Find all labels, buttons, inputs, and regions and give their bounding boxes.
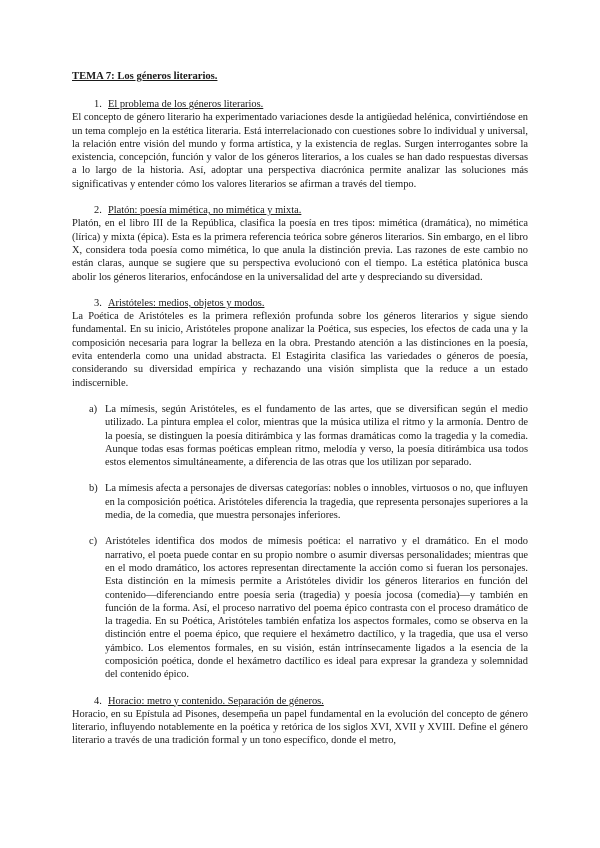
section-title: Platón: poesía mimética, no mimética y mixta.	[108, 205, 302, 217]
item-label: b)	[89, 483, 98, 495]
item-text: La mímesis, según Aristóteles, es el fundamento de las artes, que se diversifican según el medio utilizado. La pintura emplea el color, mientras que la música utiliza el ritmo y la armonía. Dentro de la poesía, se distinguen la poesía ditirámbica y las formas dramáticas como la tragedia y la comedia. Aunque todas esas formas poéticas emplean ritmo, melodía y verso, la poesía ditirámbica usa todos estos elementos simultáneamente, a diferencia de las otras que los utilizan por separado.	[105, 403, 528, 469]
section-number: 2.	[94, 205, 102, 217]
list-item-a	[72, 403, 528, 469]
section-2	[72, 204, 528, 284]
list-item-c	[72, 535, 528, 681]
document-title: TEMA 7: Los géneros literarios.	[72, 71, 218, 82]
list-item-b	[72, 482, 528, 522]
section-paragraph: El concepto de género literario ha experimentado variaciones desde la antigüedad helénica, convirtiéndose en un tema complejo en la estética literaria. Está interrelacionado con cuestiones sobre lo individual y universal, la relación entre visión del mundo y forma artística, y la existencia de reglas. Surgen interrogantes sobre la existencia, concepción, función y valor de los géneros literarios, a los cuales se han dado respuestas diversas a lo largo de la historia. Así, adoptar una perspectiva diacrónica permite analizar las soluciones más significativas y entender cómo los valores literarios se afirman a través del tiempo.	[72, 112, 528, 190]
section-paragraph: La Poética de Aristóteles es la primera reflexión profunda sobre los géneros literarios y sigue siendo fundamental. En su inicio, Aristóteles propone analizar la Poética, sus especies, los efectos de cada una y la composición necesaria para lograr la belleza en la obra. Prestando atención a las distinciones en la poesía, evita entenderla como una unidad abstracta. El Estagirita clasifica las variedades o géneros de poesía, considerando su diversidad empírica y rechazando una visión simplista que la reduce a un estado indiscernible.	[72, 311, 528, 389]
item-text: La mímesis afecta a personajes de diversas categorías: nobles o innobles, virtuosos o no, que influyen en la composición poética. Aristóteles diferencia la tragedia, que representa personajes superiores a la media, de la comedia, que muestra personajes inferiores.	[105, 483, 528, 522]
item-label: c)	[89, 536, 98, 548]
section-paragraph: Horacio, en su Epístula ad Pisones, desempeña un papel fundamental en la evolución del concepto de género literario, influyendo notablemente en la poética y retórica de los siglos XVI, XVII y XVIII. Define el género literario a través de una tradición formal y un tono específico, donde el metro,	[72, 708, 528, 747]
section-heading	[72, 98, 528, 111]
section-heading	[72, 297, 528, 310]
section-4	[72, 695, 528, 748]
item-label: a)	[89, 403, 98, 415]
section-paragraph: Platón, en el libro III de la República, clasifica la poesía en tres tipos: mimética (dramática), no mimética (lírica) y mixta (épica). Esta es la primera referencia teórica sobre géneros literarios. Sin embargo, en el libro X, considera toda poesía como mimética, lo que anula la distinción previa. Las razones de este cambio no están claras, aunque se sugiere que su perspectiva evolucionó con el tiempo. La estética platónica busca abolir los géneros literarios, enfocándose en la universalidad del arte y despreciando su diversidad.	[72, 218, 528, 283]
item-text: Aristóteles identifica dos modos de mímesis poética: el narrativo y el dramático. En el modo narrativo, el poeta puede contar en su propio nombre o asumir diversas personalidades; mientras que en el modo dramático, los actores representan directamente la acción como si fueran los personajes. Esta distinción en la mímesis permite a Aristóteles dividir los géneros literarios en función del contenido—diferenciando entre poesía seria (tragedia) y poesía jocosa (comedia)—y también en función de la forma. Así, el proceso narrativo del poema épico contrasta con el proceso dramático de la tragedia. En su Poética, Aristóteles también enfatiza los aspectos formales, como se observa en la distinción entre el poema épico, que requiere el hexámetro dactílico, y la tragedia, que usa el verso yámbico. Los elementos formales, en su visión, están intrínsecamente ligados a la esencia de la composición poética, donde el hexámetro dactílico es ideal para expresar la grandeza y solemnidad del contenido épico.	[105, 536, 528, 681]
section-title: Aristóteles: medios, objetos y modos.	[108, 297, 265, 309]
section-1	[72, 98, 528, 191]
section-number: 4.	[94, 695, 102, 707]
document-page	[72, 70, 528, 761]
section-number: 1.	[94, 99, 102, 110]
section-title: El problema de los géneros literarios.	[108, 99, 264, 110]
section-number: 3.	[94, 297, 102, 309]
section-title: Horacio: metro y contenido. Separación de géneros.	[108, 695, 324, 707]
section-3	[72, 297, 528, 682]
section-heading	[72, 204, 528, 217]
item-list	[72, 403, 528, 682]
section-heading	[72, 695, 528, 708]
